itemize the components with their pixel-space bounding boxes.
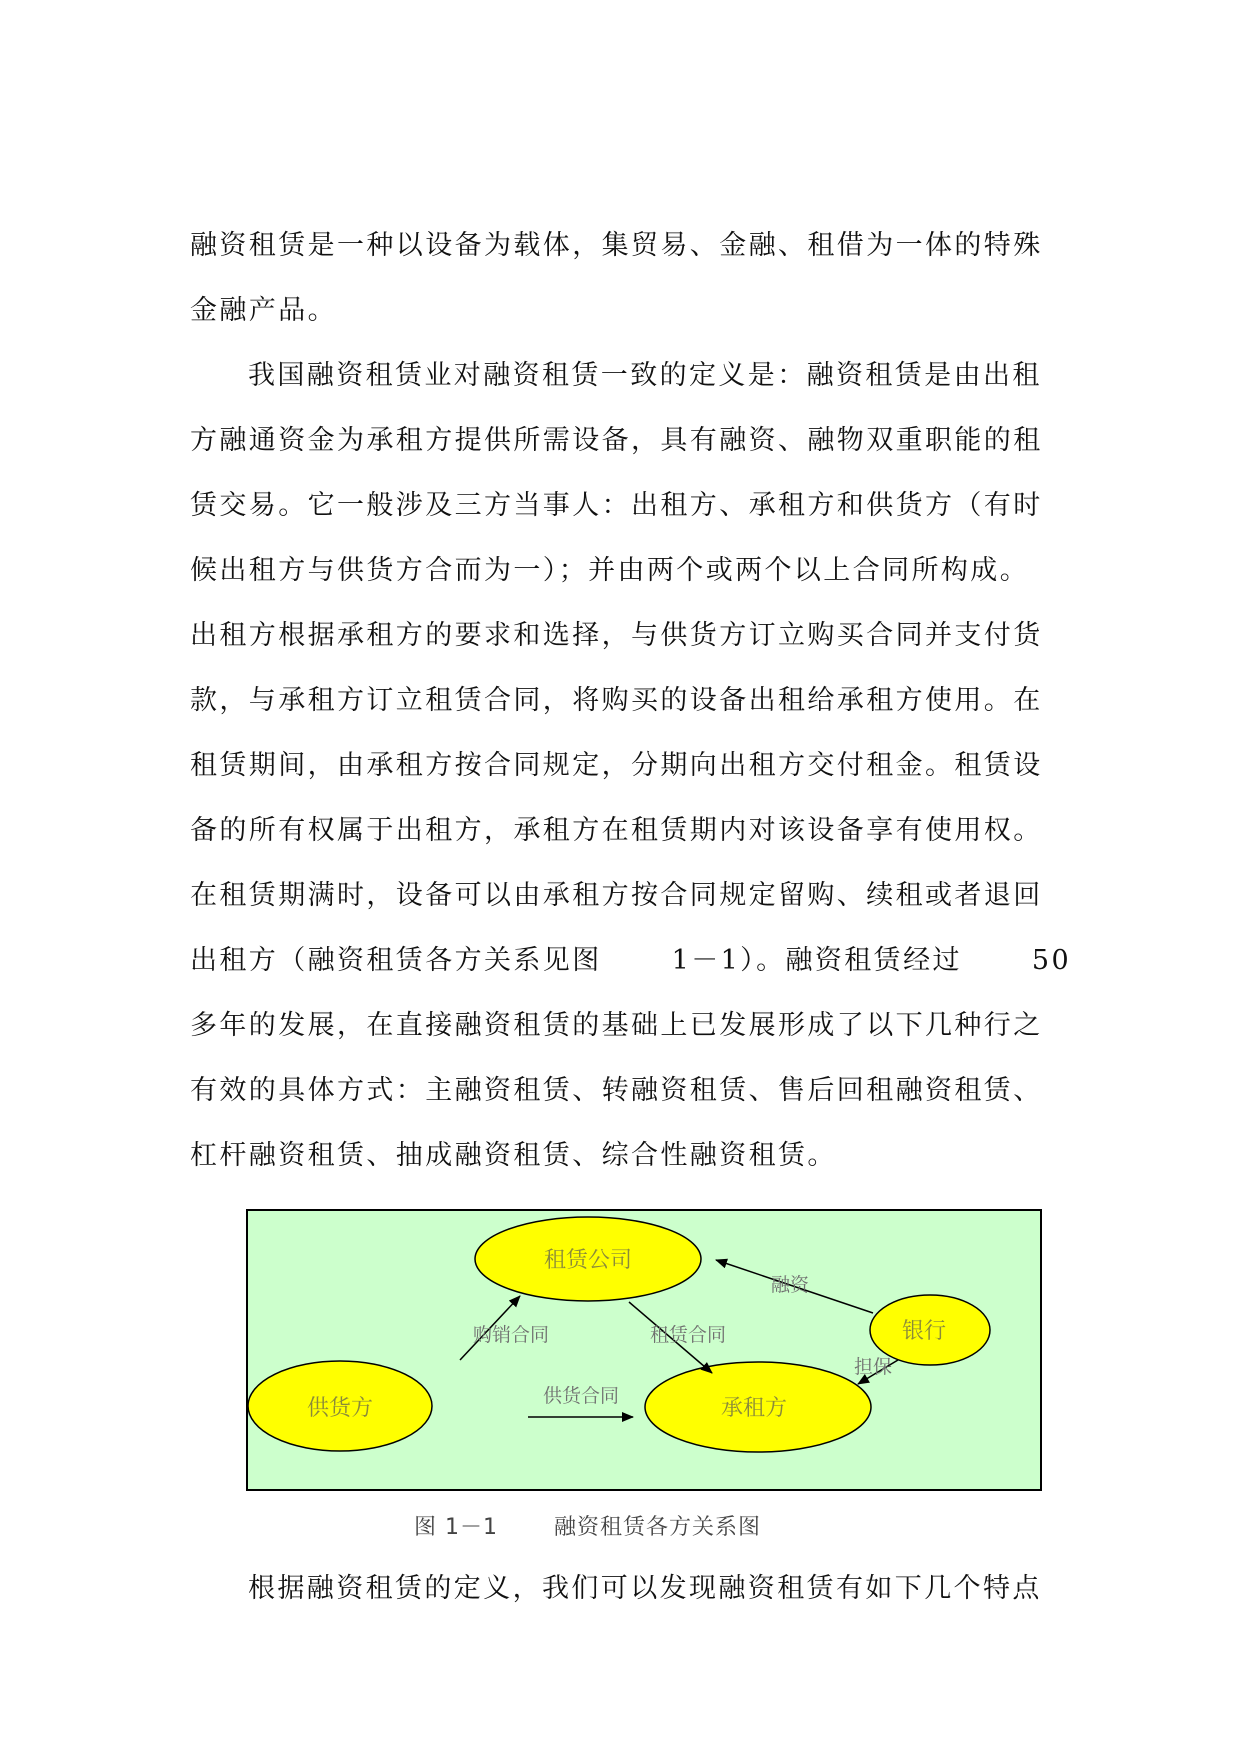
text-line: 出租方根据承租方的要求和选择，与供货方订立购买合同并支付货 bbox=[190, 620, 1043, 651]
text-line: 融资租赁是一种以设备为载体，集贸易、金融、租借为一体的特殊 bbox=[190, 230, 1043, 261]
figure-caption bbox=[414, 1510, 761, 1541]
text-line-with-figure-ref bbox=[190, 943, 1072, 979]
lease-contract-label: 租赁合同 bbox=[649, 1324, 727, 1346]
text-line: 金融产品。 bbox=[190, 295, 337, 326]
text-line: 方融通资金为承租方提供所需设备，具有融资、融物双重职能的租 bbox=[190, 425, 1043, 456]
supply-contract-label: 供货合同 bbox=[542, 1385, 620, 1407]
figure-number: 图 1－1 bbox=[414, 1515, 498, 1540]
figure-title: 融资租赁各方关系图 bbox=[554, 1515, 762, 1540]
guarantee-label: 担保 bbox=[853, 1356, 893, 1378]
figure-reference: 1－1）。融资租赁经过 bbox=[671, 945, 962, 976]
text-line: 我国融资租赁业对融资租赁一致的定义是：融资租赁是由出租 bbox=[248, 360, 1042, 391]
text-line: 备的所有权属于出租方，承租方在租赁期内对该设备享有使用权。 bbox=[190, 815, 1043, 846]
leasing-relationship-diagram bbox=[246, 1209, 1042, 1491]
text-line: 候出租方与供货方合而为一）；并由两个或两个以上合同所构成。 bbox=[190, 555, 1030, 586]
supplier-label: 供货方 bbox=[306, 1396, 374, 1421]
year-count: 50 bbox=[1031, 945, 1072, 976]
bank-label: 银行 bbox=[901, 1319, 947, 1344]
leasing-company-label: 租赁公司 bbox=[543, 1248, 633, 1273]
text-line: 在租赁期满时，设备可以由承租方按合同规定留购、续租或者退回 bbox=[190, 880, 1043, 911]
financing-label: 融资 bbox=[770, 1274, 810, 1296]
text-line: 有效的具体方式：主融资租赁、转融资租赁、售后回租融资租赁、 bbox=[190, 1075, 1043, 1106]
text-line: 多年的发展，在直接融资租赁的基础上已发展形成了以下几种行之 bbox=[190, 1010, 1043, 1041]
text-line: 赁交易。它一般涉及三方当事人：出租方、承租方和供货方（有时 bbox=[190, 490, 1043, 521]
text-line: 杠杆融资租赁、抽成融资租赁、综合性融资租赁。 bbox=[190, 1140, 837, 1171]
text-line: 款，与承租方订立租赁合同，将购买的设备出租给承租方使用。在 bbox=[190, 685, 1043, 716]
text-line: 租赁期间，由承租方按合同规定，分期向出租方交付租金。租赁设 bbox=[190, 750, 1043, 781]
text-line: 根据融资租赁的定义，我们可以发现融资租赁有如下几个特点 bbox=[248, 1573, 1042, 1604]
text-segment: 出租方（融资租赁各方关系见图 bbox=[190, 945, 602, 976]
purchase-contract-label: 购销合同 bbox=[472, 1324, 550, 1346]
lessee-label: 承租方 bbox=[720, 1396, 788, 1421]
